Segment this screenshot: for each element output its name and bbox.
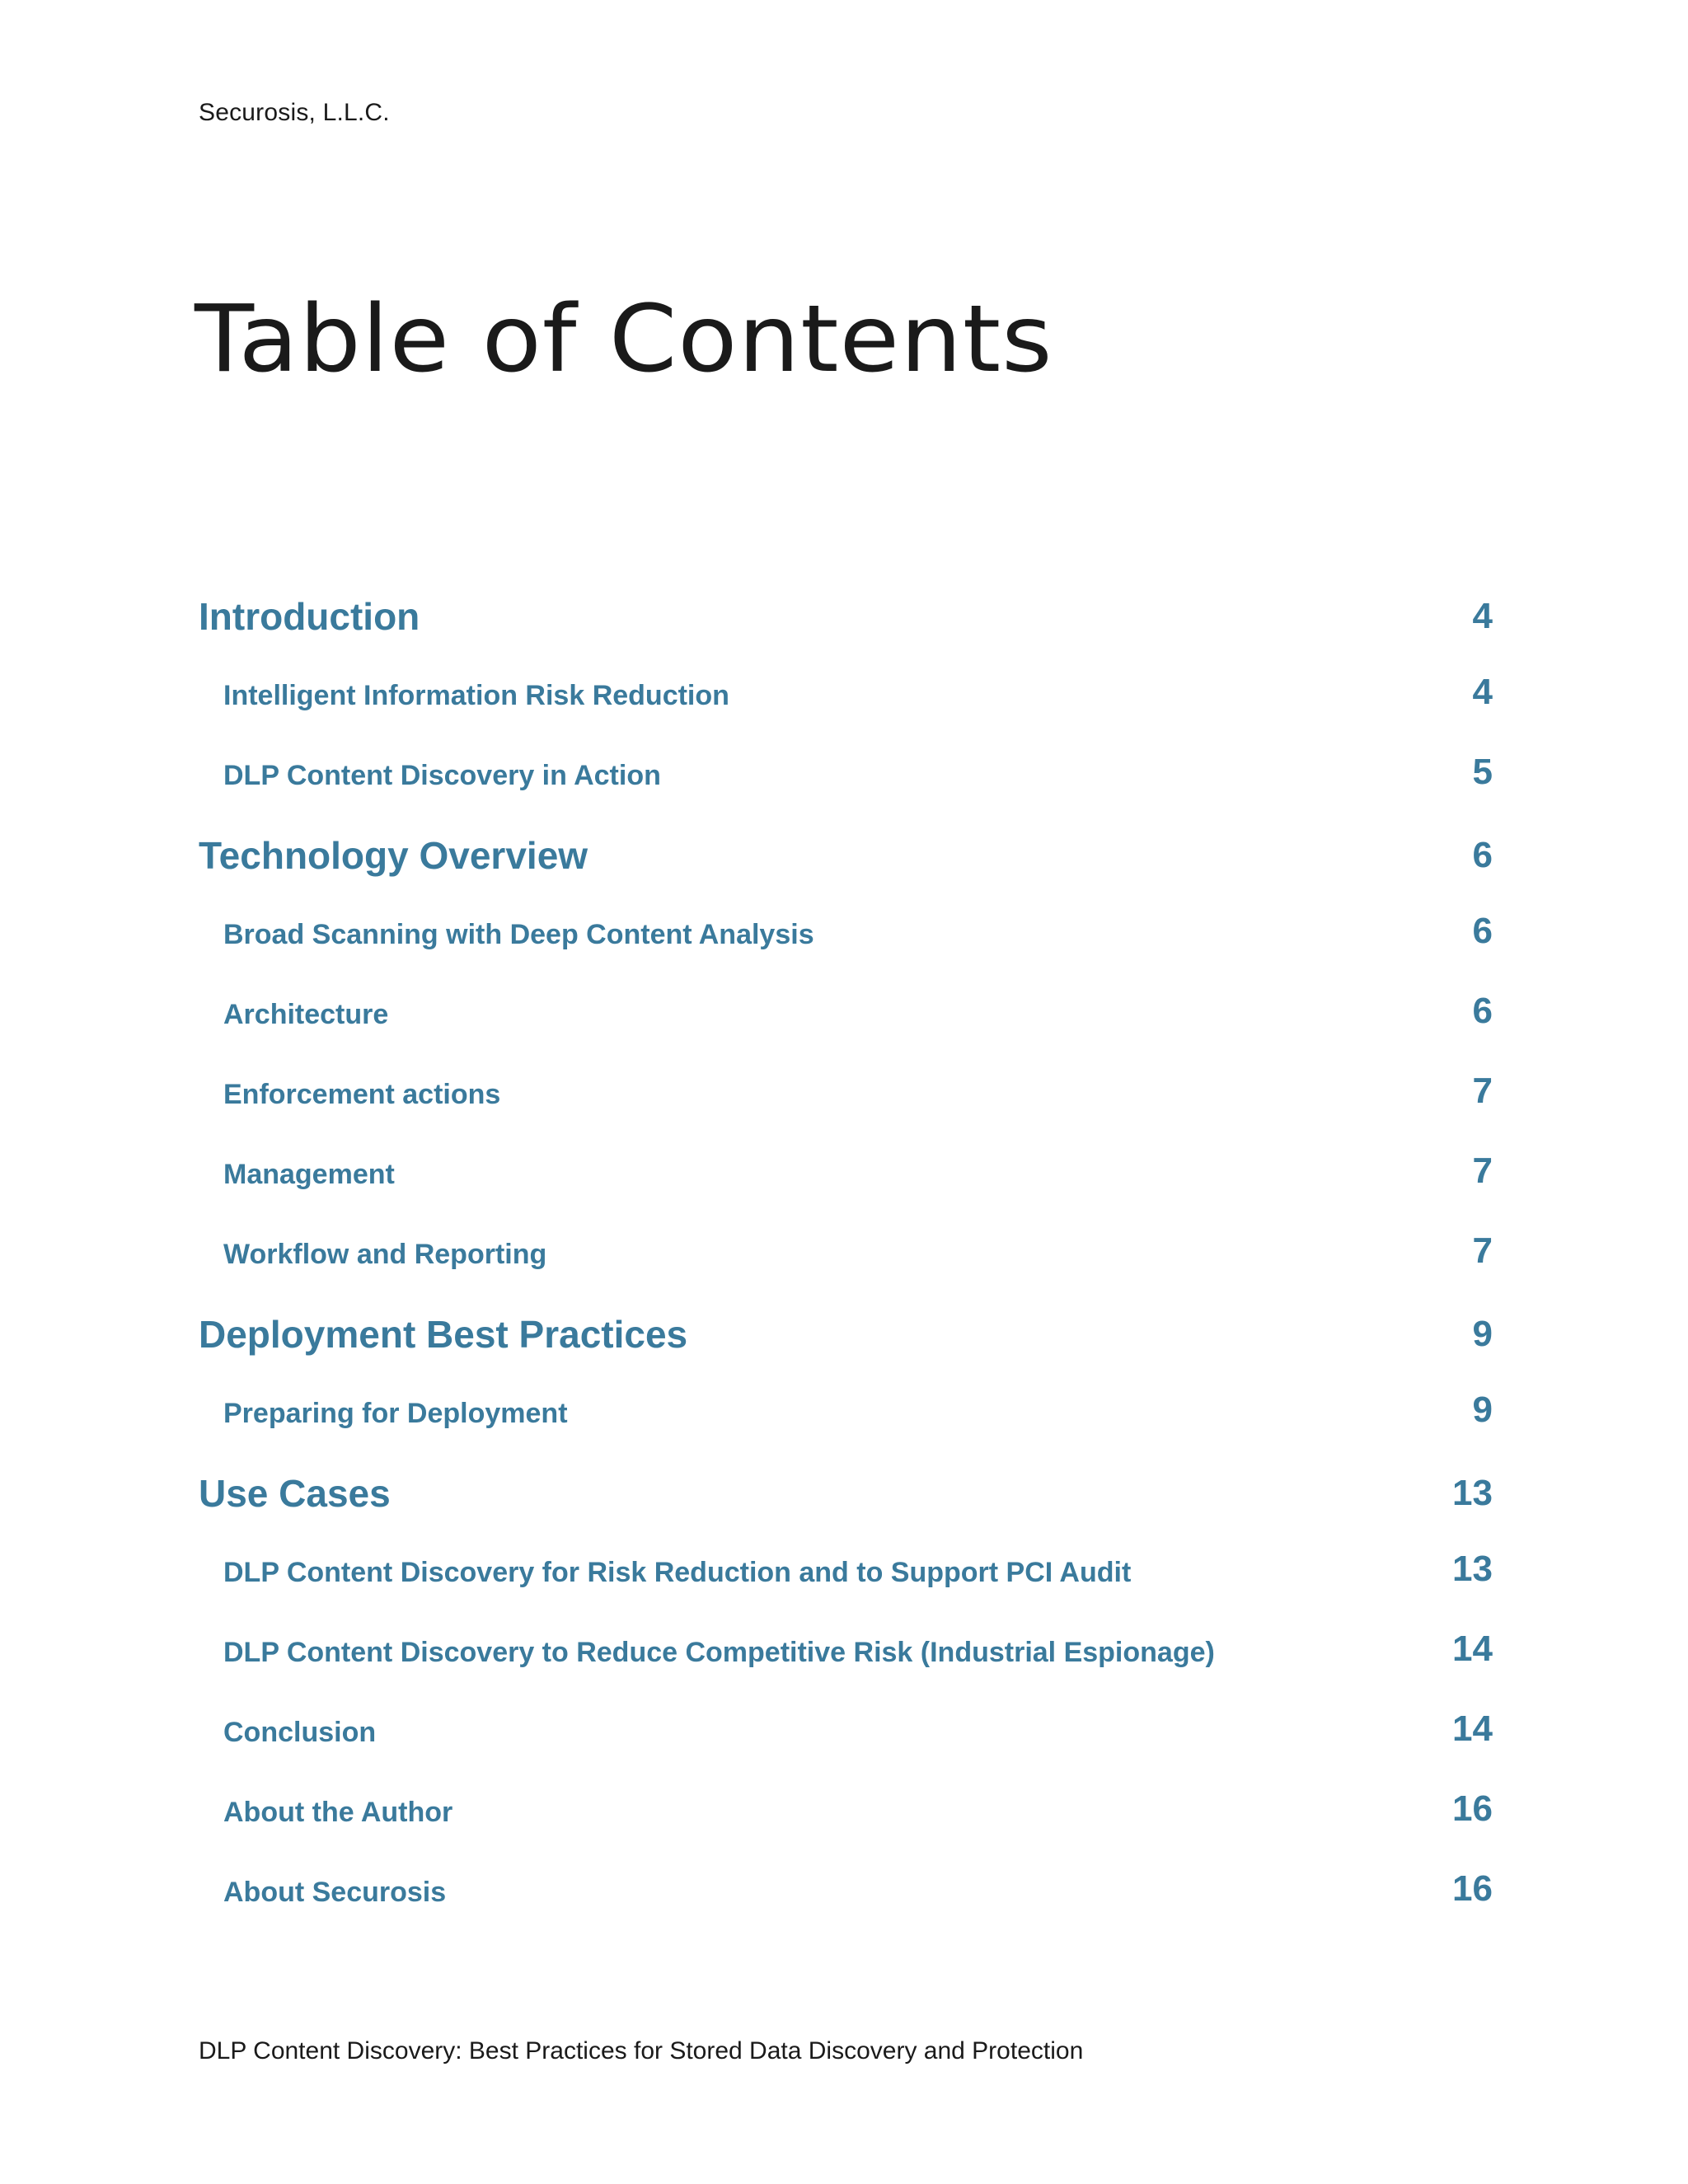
toc-entry-page-number: 9 xyxy=(1472,1314,1493,1354)
toc-entry-enforcement-actions[interactable] xyxy=(199,1055,1493,1135)
toc-entry-risk-reduction-pci-audit[interactable] xyxy=(199,1533,1493,1613)
toc-entry-preparing-for-deployment[interactable] xyxy=(199,1374,1493,1454)
toc-entry-dlp-content-discovery-in-action[interactable] xyxy=(199,736,1493,816)
toc-entry-page-number: 7 xyxy=(1472,1230,1493,1271)
toc-entry-page-number: 6 xyxy=(1472,990,1493,1031)
toc-entry-about-securosis[interactable] xyxy=(199,1853,1493,1933)
toc-entry-page-number: 6 xyxy=(1472,835,1493,875)
toc-entry-page-number: 13 xyxy=(1452,1473,1493,1513)
page-title: Table of Contents xyxy=(195,284,1053,393)
toc-entry-page-number: 13 xyxy=(1452,1548,1493,1589)
toc-entry-label: Technology Overview xyxy=(199,834,588,877)
toc-entry-label: DLP Content Discovery in Action xyxy=(223,760,661,791)
toc-entry-page-number: 5 xyxy=(1472,751,1493,792)
toc-entry-label: About Securosis xyxy=(223,1877,447,1908)
toc-entry-introduction[interactable] xyxy=(199,577,1493,656)
toc-entry-page-number: 7 xyxy=(1472,1150,1493,1191)
toc-entry-label: Preparing for Deployment xyxy=(223,1398,568,1429)
page-footer-document-title: DLP Content Discovery: Best Practices for Stored Data Discovery and Protection xyxy=(199,2037,1084,2064)
toc-entry-label: Enforcement actions xyxy=(223,1079,501,1110)
toc-entry-label: Deployment Best Practices xyxy=(199,1313,688,1356)
toc-entry-label: Use Cases xyxy=(199,1472,391,1515)
toc-entry-broad-scanning[interactable] xyxy=(199,895,1493,975)
toc-entry-architecture[interactable] xyxy=(199,975,1493,1055)
toc-entry-workflow-and-reporting[interactable] xyxy=(199,1215,1493,1295)
toc-entry-page-number: 16 xyxy=(1452,1788,1493,1829)
toc-entry-page-number: 6 xyxy=(1472,910,1493,951)
toc-entry-competitive-risk[interactable] xyxy=(199,1613,1493,1693)
toc-entry-intelligent-information-risk-reduction[interactable] xyxy=(199,656,1493,736)
table-of-contents xyxy=(199,577,1493,1933)
toc-entry-about-the-author[interactable] xyxy=(199,1773,1493,1853)
toc-entry-page-number: 9 xyxy=(1472,1389,1493,1430)
toc-entry-label: DLP Content Discovery for Risk Reduction and to Support PCI Audit xyxy=(223,1557,1132,1588)
toc-entry-page-number: 4 xyxy=(1472,671,1493,712)
toc-entry-deployment-best-practices[interactable] xyxy=(199,1295,1493,1374)
page-header-company: Securosis, L.L.C. xyxy=(199,99,390,126)
toc-entry-label: Conclusion xyxy=(223,1717,377,1748)
toc-entry-use-cases[interactable] xyxy=(199,1454,1493,1533)
toc-entry-technology-overview[interactable] xyxy=(199,816,1493,895)
toc-entry-label: Architecture xyxy=(223,999,389,1030)
toc-entry-conclusion[interactable] xyxy=(199,1693,1493,1773)
toc-entry-label: Intelligent Information Risk Reduction xyxy=(223,680,729,711)
toc-entry-management[interactable] xyxy=(199,1135,1493,1215)
toc-entry-label: Introduction xyxy=(199,595,420,638)
toc-entry-page-number: 14 xyxy=(1452,1708,1493,1749)
toc-entry-page-number: 14 xyxy=(1452,1628,1493,1669)
toc-entry-label: Broad Scanning with Deep Content Analysis xyxy=(223,919,814,950)
toc-entry-label: About the Author xyxy=(223,1797,453,1828)
toc-entry-label: Workflow and Reporting xyxy=(223,1239,547,1270)
toc-entry-label: DLP Content Discovery to Reduce Competitive Risk (Industrial Espionage) xyxy=(223,1637,1215,1668)
toc-entry-label: Management xyxy=(223,1159,395,1190)
toc-entry-page-number: 7 xyxy=(1472,1070,1493,1111)
toc-entry-page-number: 16 xyxy=(1452,1868,1493,1909)
toc-entry-page-number: 4 xyxy=(1472,596,1493,636)
